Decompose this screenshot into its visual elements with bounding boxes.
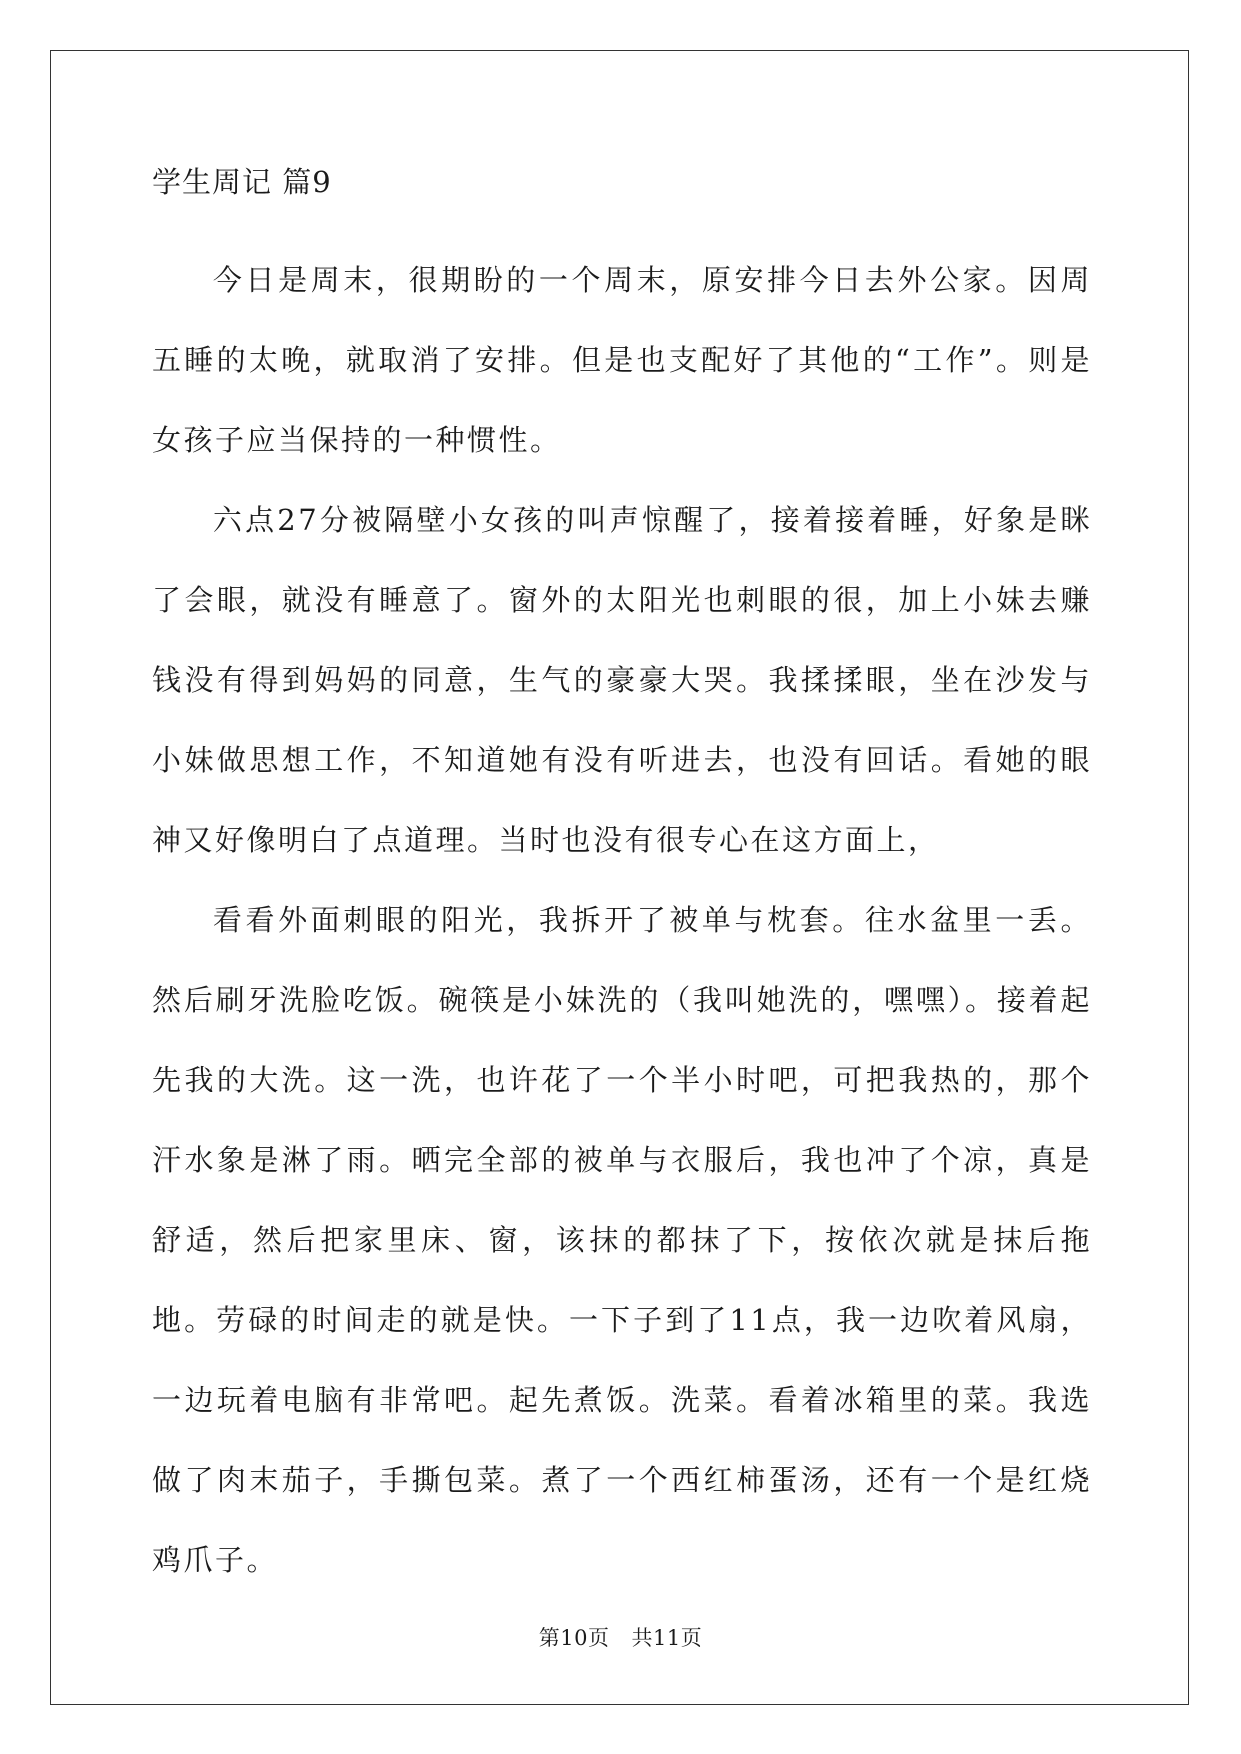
paragraph-3: 看看外面刺眼的阳光，我拆开了被单与枕套。往水盆里一丢。然后刷牙洗脸吃饭。碗筷是小妹洗的（我叫她洗的，嘿嘿）。接着起先我的大洗。这一洗，也许花了一个半小时吧，可把我热的，那个汗水象是淋了雨。晒完全部的被单与衣服后，我也冲了个凉，真是舒适，然后把家里床、窗，该抹的都抹了下，按依次就是抹后拖地。劳碌的时间走的就是快。一下子到了11点，我一边吹着风扇，一边玩着电脑有非常吧。起先煮饭。洗菜。看着冰箱里的菜。我选做了肉末茄子，手撕包菜。煮了一个西红柿蛋汤，还有一个是红烧鸡爪子。 bbox=[152, 903, 1092, 1577]
document-body bbox=[152, 162, 1092, 1600]
paragraph-2: 六点27分被隔壁小女孩的叫声惊醒了，接着接着睡，好象是眯了会眼，就没有睡意了。窗外的太阳光也刺眼的很，加上小妹去赚钱没有得到妈妈的同意，生气的豪豪大哭。我揉揉眼，坐在沙发与小妹做思想工作，不知道她有没有听进去，也没有回话。看她的眼神又好像明白了点道理。当时也没有很专心在这方面上， bbox=[152, 503, 1092, 857]
total-page-count: 共11页 bbox=[631, 1626, 703, 1650]
page-footer bbox=[0, 1622, 1241, 1652]
document-heading: 学生周记 篇9 bbox=[152, 165, 332, 199]
current-page-number: 第10页 bbox=[538, 1626, 610, 1650]
paragraph-1: 今日是周末，很期盼的一个周末，原安排今日去外公家。因周五睡的太晚，就取消了安排。但是也支配好了其他的“工作”。则是女孩子应当保持的一种惯性。 bbox=[152, 263, 1092, 457]
